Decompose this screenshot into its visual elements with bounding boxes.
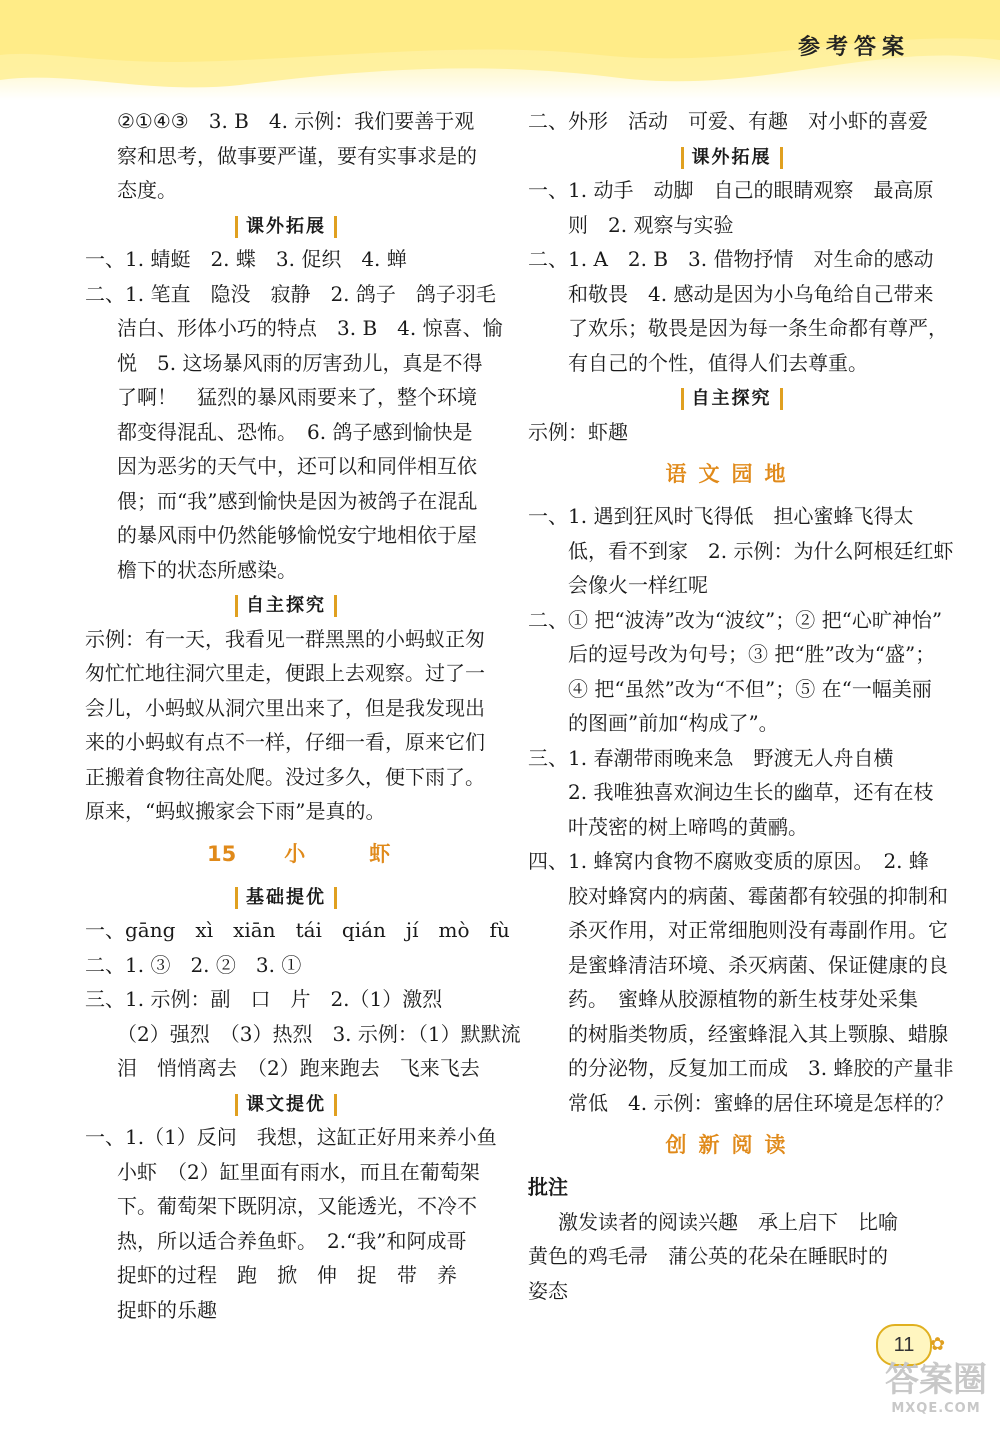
text-line: 捉虾的乐趣 — [117, 1297, 217, 1322]
text-line: 正搬着食物往高处爬。没过多久，便下雨了。 — [85, 764, 485, 789]
text-line: 悦 5. 这场暴风雨的厉害劲儿，真是不得 — [117, 350, 483, 375]
text-line: 和敬畏 4. 感动是因为小乌龟给自己带来 — [568, 281, 934, 306]
answer-block-d — [85, 913, 521, 1086]
text-line: 示例：有一天，我看见一群黑黑的小蚂蚁正匆 — [85, 626, 485, 651]
text-line: 二、1. 笔直 隐没 寂静 2. 鸽子 鸽子羽毛 — [85, 281, 496, 306]
text-line: 则 2. 观察与实验 — [568, 212, 734, 237]
text-line: 泪 悄悄离去 （2）跑来跑去 飞来飞去 — [117, 1056, 480, 1080]
text-line: 二、1. A 2. B 3. 借物抒情 对生命的感动 — [528, 247, 934, 271]
text-line: 二、外形 活动 可爱、有趣 对小虾的喜爱 — [528, 109, 928, 133]
text-line: ②①④③ 3. B 4. 示例：我们要善于观 — [117, 109, 475, 133]
text-line: 热，所以适合养鱼虾。 2.“我”和阿成哥 — [117, 1228, 467, 1253]
lesson-char: 虾 — [369, 841, 391, 866]
text-line: 的树脂类物质，经蜜蜂混入其上颚腺、蜡腺 — [568, 1021, 948, 1046]
lesson-title — [85, 829, 487, 879]
text-line: 的图画”前加“构成了”。 — [568, 711, 779, 735]
text-line: 一、gāng xì xiān tái qián jí mò fù — [85, 918, 510, 942]
text-line: 会儿，小蚂蚁从洞穴里出来了，但是我发现出 — [85, 695, 485, 720]
answer-block-a — [85, 104, 487, 208]
lesson-number: 15 — [207, 841, 237, 866]
section-heading-extension: 课外拓展 — [528, 139, 935, 174]
text-line: 三、1. 春潮带雨晚来急 野渡无人舟自横 — [528, 745, 894, 770]
text-line: 四、1. 蜂窝内食物不腐败变质的原因。 2. 蜂 — [528, 849, 929, 873]
text-line: 一、1.（1）反问 我想，这缸正好用来养小鱼 — [85, 1125, 497, 1149]
text-line: 后的逗号改为句号；③ 把“胜”改为“盛”； — [568, 642, 936, 666]
text-line: 檐下的状态所感染。 — [117, 557, 297, 582]
watermark-logo: 答案圈 MXQE.COM — [885, 1360, 987, 1416]
text-line: 三、1. 示例：副 口 片 2.（1）激烈 — [85, 987, 443, 1011]
answer-block-c — [85, 622, 487, 829]
answer-block-d — [528, 499, 954, 1120]
answer-block-b — [528, 173, 948, 380]
header-title: 参考答案 — [797, 35, 910, 60]
section-heading-self-study: 自主探究 — [528, 380, 935, 415]
text-line: 叶茂密的树上啼鸣的黄鹂。 — [568, 814, 808, 839]
left-column — [85, 104, 521, 1327]
text-line: 二、1. ③ 2. ② 3. ① — [85, 952, 302, 977]
text-line: 胶对蜂窝内的病菌、霉菌都有较强的抑制和 — [568, 883, 948, 908]
section-heading-basic: 基础提优 — [85, 879, 487, 914]
page-number: 11 — [876, 1324, 932, 1366]
text-line: 一、1. 蜻蜓 2. 蝶 3. 促织 4. 蝉 — [85, 247, 407, 271]
text-line: 黄色的鸡毛帚 蒲公英的花朵在睡眠时的 — [528, 1244, 888, 1268]
text-line: 2. 我唯独喜欢涧边生长的幽草，还有在枝 — [568, 780, 934, 804]
section-heading-self-study: 自主探究 — [85, 587, 487, 622]
text-line: 杀灭作用，对正常细胞则没有毒副作用。它 — [568, 918, 948, 942]
text-line: 了欢乐；敬畏是因为每一条生命都有尊严， — [568, 316, 948, 340]
answer-block-b — [85, 242, 503, 587]
text-line: 态度。 — [117, 178, 177, 202]
text-line: 下。葡萄架下既阴凉，又能透光，不冷不 — [117, 1194, 477, 1218]
text-line: 会像火一样红呢 — [568, 573, 708, 597]
text-line: 捉虾的过程 跑 掀 伸 捉 带 养 — [117, 1263, 457, 1287]
text-line: 一、1. 动手 动脚 自己的眼睛观察 最高原 — [528, 178, 934, 202]
section-heading-extension: 课外拓展 — [85, 208, 487, 243]
text-line: 的分泌物，反复加工而成 3. 蜂胶的产量非 — [568, 1056, 954, 1080]
text-line: 药。 蜜蜂从胶源植物的新生枝芽处采集 — [568, 987, 918, 1011]
answer-block-e — [85, 1120, 497, 1327]
text-line: 察和思考，做事要严谨，要有实事求是的 — [117, 143, 477, 168]
text-line: 低，看不到家 2. 示例：为什么阿根廷红虾 — [568, 538, 954, 563]
text-line: 因为恶劣的天气中，还可以和同伴相互依 — [117, 454, 477, 478]
text-line: ④ 把“虽然”改为“不但”；⑤ 在“一幅美丽 — [568, 676, 932, 701]
text-line: 的暴风雨中仍然能够愉悦安宁地相依于屋 — [117, 523, 477, 547]
text-line: 偎；而“我”感到愉快是因为被鸽子在混乱 — [117, 488, 478, 513]
text-line: 小虾 （2）缸里面有雨水，而且在葡萄架 — [117, 1159, 480, 1184]
sun-icon: ✿ — [930, 1334, 946, 1355]
text-line: 匆忙忙地往洞穴里走，便跟上去观察。过了一 — [85, 661, 485, 685]
innovation-title: 创新阅读 — [665, 1133, 798, 1157]
text-line: 二、① 把“波涛”改为“波纹”；② 把“心旷神怡” — [528, 607, 943, 632]
text-line: （2）强烈 （3）热烈 3. 示例：（1）默默流 — [117, 1021, 521, 1046]
text-line: 示例：虾趣 — [528, 419, 628, 444]
text-line: 姿态 — [528, 1278, 568, 1303]
text-line: 都变得混乱、恐怖。 6. 鸽子感到愉快是 — [117, 419, 473, 444]
garden-title: 语文园地 — [665, 462, 798, 486]
section-heading-text: 课文提优 — [85, 1086, 487, 1121]
text-line: 常低 4. 示例：蜜蜂的居住环境是怎样的？ — [568, 1090, 954, 1115]
right-column — [528, 104, 954, 1308]
text-line: 一、1. 遇到狂风时飞得低 担心蜜蜂飞得太 — [528, 504, 914, 528]
note-label: 批注 — [528, 1175, 568, 1199]
text-line: 激发读者的阅读兴趣 承上启下 比喻 — [558, 1209, 898, 1234]
text-line: 有自己的个性，值得人们去尊重。 — [568, 350, 868, 375]
lesson-char: 小 — [284, 841, 306, 866]
text-line: 洁白、形体小巧的特点 3. B 4. 惊喜、愉 — [117, 316, 503, 340]
text-line: 来的小蚂蚁有点不一样，仔细一看，原来它们 — [85, 730, 485, 754]
text-line: 原来，“蚂蚁搬家会下雨”是真的。 — [85, 799, 386, 823]
text-line: 是蜜蜂清洁环境、杀灭病菌、保证健康的良 — [568, 952, 948, 977]
text-line: 了啊！ 猛烈的暴风雨要来了，整个环境 — [117, 385, 477, 409]
